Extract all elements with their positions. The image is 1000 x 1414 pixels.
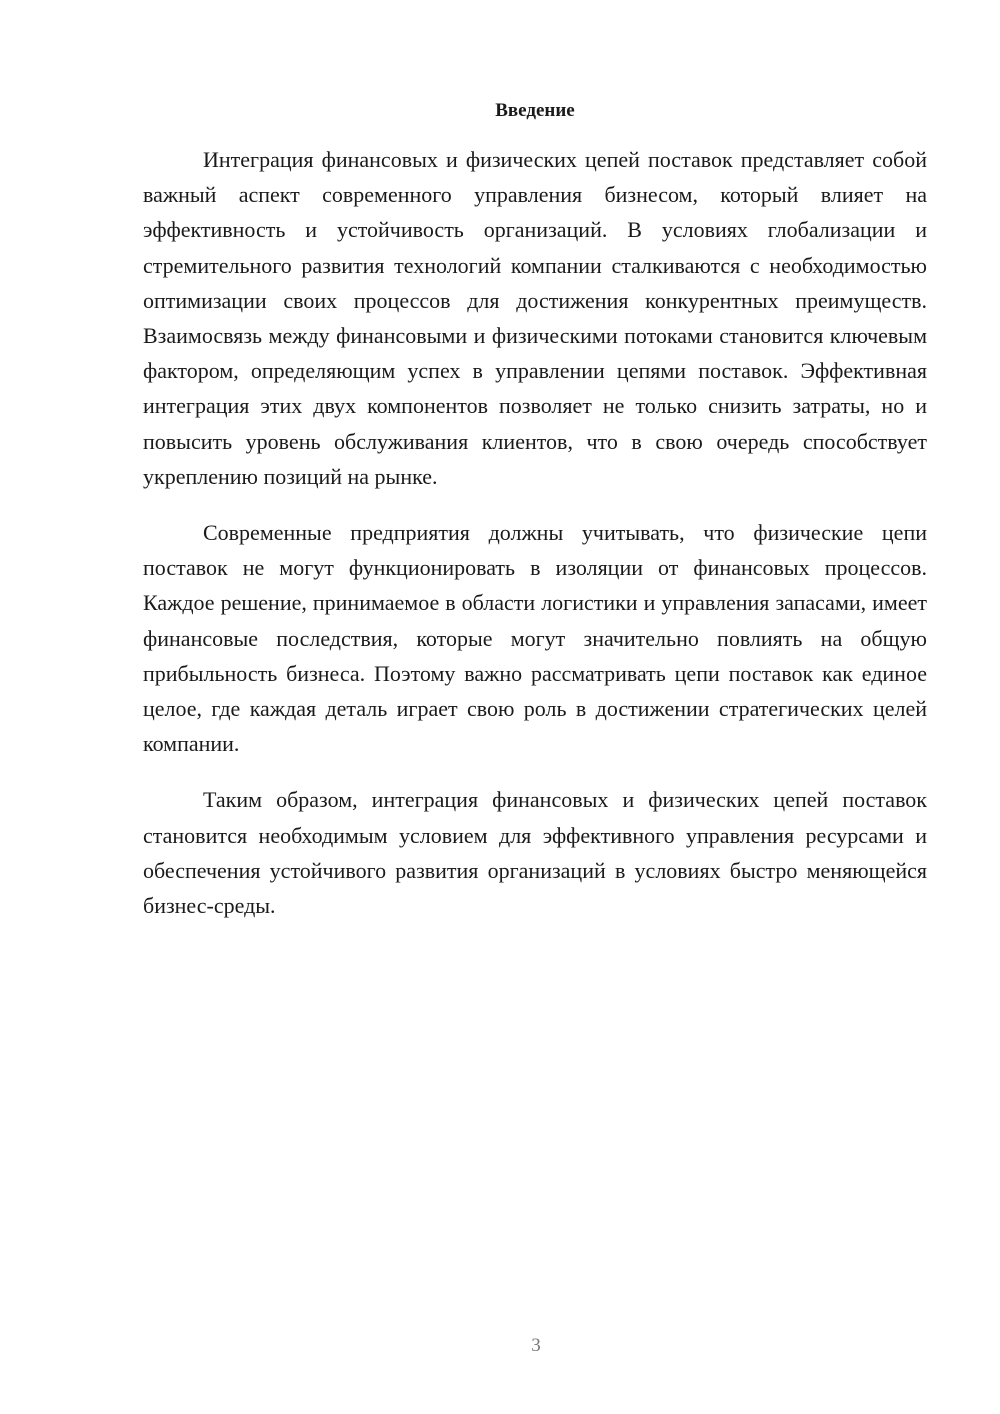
body-text: [143, 142, 927, 923]
paragraph-1: Интеграция финансовых и физических цепей поставок представляет собой важный аспект современного управления бизнесом, который влияет на эффективность и устойчивость организаций. В условиях глобализации и стремительного развития технологий компании сталкиваются с необходимостью оптимизации своих процессов для достижения конкурентных преимуществ. Взаимосвязь между финансовыми и физическими потоками становится ключевым фактором, определяющим успех в управлении цепями поставок. Эффективная интеграция этих двух компонентов позволяет не только снизить затраты, но и повысить уровень обслуживания клиентов, что в свою очередь способствует укреплению позиций на рынке.: [143, 147, 927, 489]
paragraph-3: Таким образом, интеграция финансовых и физических цепей поставок становится необходимым условием для эффективного управления ресурсами и обеспечения устойчивого развития организаций в условиях быстро меняющейся бизнес-среды.: [143, 787, 927, 919]
section-heading: Введение: [495, 100, 575, 121]
paragraph-2: Современные предприятия должны учитывать, что физические цепи поставок не могут функционировать в изоляции от финансовых процессов. Каждое решение, принимаемое в области логистики и управления запасами, имеет финансовые последствия, которые могут значительно повлиять на общую прибыльность бизнеса. Поэтому важно рассматривать цепи поставок как единое целое, где каждая деталь играет свою роль в достижении стратегических целей компании.: [143, 520, 927, 757]
page-number: 3: [531, 1335, 541, 1356]
